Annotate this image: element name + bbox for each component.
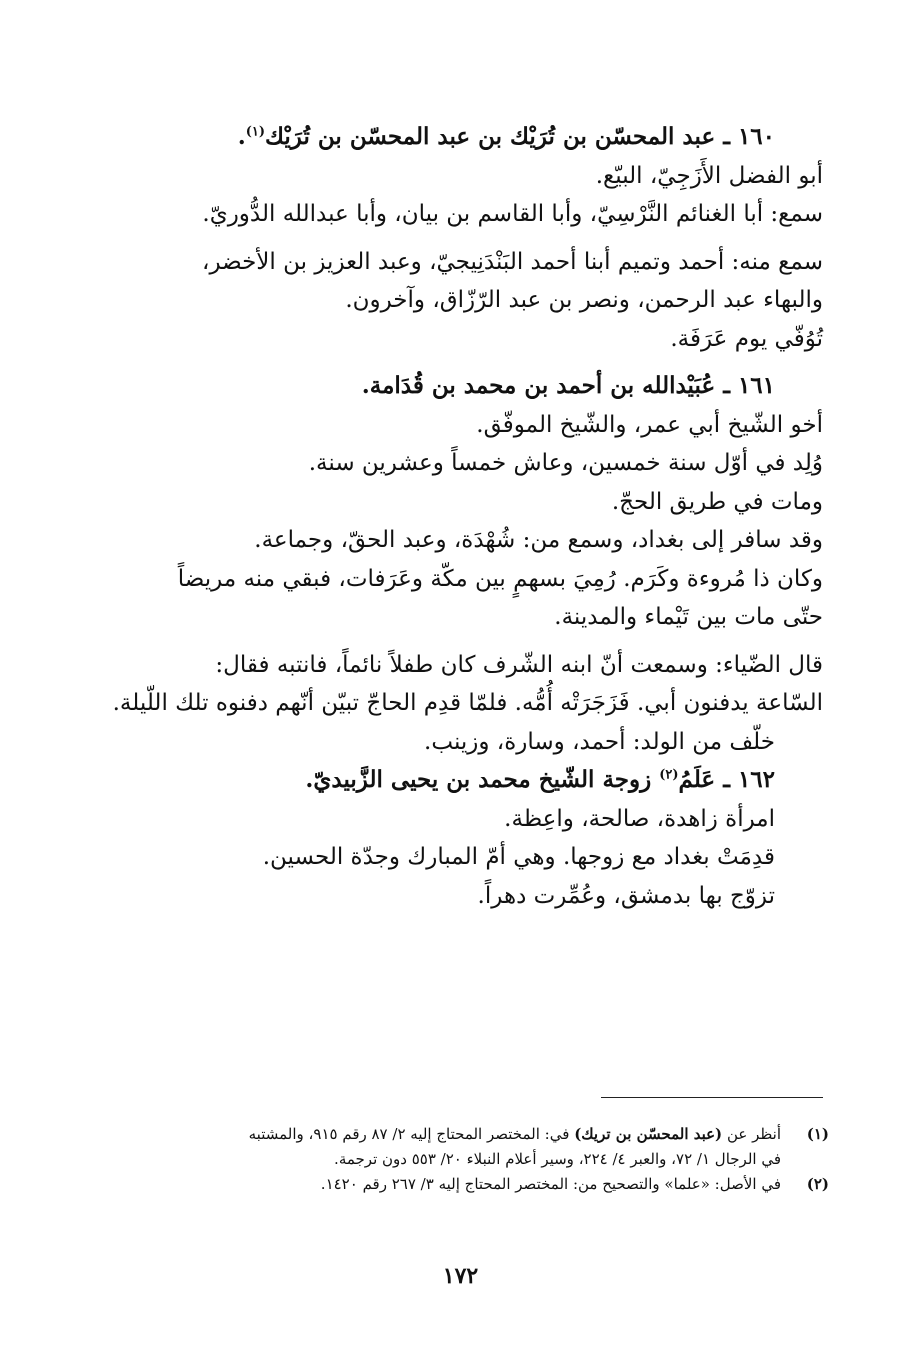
entry-160-tail: تُوُفّي يوم عَرَفَة. [670, 325, 823, 352]
entry-161-tail: خلّف من الولد: أحمد، وسارة، وزينب. [424, 728, 775, 755]
footnote-2 [91, 1172, 829, 1197]
footnote-number: (١) [806, 1125, 829, 1143]
footnote-text: أنظر عن [726, 1125, 781, 1143]
page-number: ١٧٢ [442, 1263, 479, 1289]
footnote-divider [601, 1097, 823, 1098]
entry-name: عبد المحسّن بن تُرَيْك بن عبد المحسّن بن تُرَيْك [265, 123, 716, 150]
entry-161-paragraph-line: وكان ذا مُروءة وكَرَم. رُمِيَ بسهمٍ بين مكّة وعَرَفات، فبقي منه مريضاً [177, 565, 823, 592]
entry-162-heading: ١٦٢ ـ عَلَمُ$^{(٢)}$ زوجة الشّيخ محمد بن يحيى الزَّبيديّ. [305, 766, 775, 793]
entry-number: ١٦١ ـ [723, 372, 775, 399]
entry-number: ١٦٠ ـ [723, 123, 775, 150]
main-text [93, 118, 823, 915]
entry-160-paragraph-line: والبهاء عبد الرحمن، ونصر بن عبد الرّزّاق، وآخرون. [345, 287, 823, 313]
footnote-ref-1: (١) [245, 124, 266, 140]
entry-number: ١٦٢ ـ [723, 766, 775, 793]
entry-160-paragraph-line: سمع منه: أحمد وتميم أبنا أحمد البَنْدَنِيجيّ، وعبد العزيز بن الأخضر، [202, 248, 823, 275]
footnote-text: في: المختصر المحتاج إليه ٢/ ٨٧ رقم ٩١٥، والمشتبه [248, 1125, 570, 1143]
entry-name-rest: زوجة الشّيخ محمد بن يحيى الزَّبيديّ [313, 766, 652, 793]
entry-161-quote-line: السّاعة يدفنون أبي. فَزَجَرَتْه أُمُّه. فلمّا قدِم الحاجّ تبيّن أنّهم دفنوه تلك اللّيلة. [112, 690, 823, 716]
entry-161-quote-line: قال الضّياء: وسمعت أنّ ابنه الشّرف كان طفلاً نائماً، فانتبه فقال: [215, 651, 823, 678]
entry-160-line: سمع: أبا الغنائم النَّرْسِيّ، وأبا القاسم بن بيان، وأبا عبدالله الدُّوريّ. [202, 201, 823, 227]
footnote-text: في الأصل: «علما» والتصحيح من: المختصر المحتاج إليه ٣/ ٢٦٧ رقم ١٤٢٠. [320, 1175, 781, 1193]
entry-161-line: أخو الشّيخ أبي عمر، والشّيخ الموفّق. [476, 411, 823, 438]
entry-name: عَلَمُ [678, 766, 716, 793]
footnote-1 [91, 1122, 829, 1172]
entry-162-line: تزوّج بها بدمشق، وعُمِّرت دهراً. [477, 882, 775, 909]
footnote-number: (٢) [806, 1175, 829, 1193]
entry-161-line: ومات في طريق الحجّ. [611, 488, 823, 515]
entry-160-heading: ١٦٠ ـ عبد المحسّن بن تُرَيْك بن عبد المحسّن بن تُرَيْك$^{(١)}$. [237, 123, 775, 150]
footnote-ref-2: (٢) [659, 767, 679, 783]
entry-161-line: وُلِد في أوّل سنة خمسين، وعاش خمساً وعشرين سنة. [308, 450, 823, 476]
entry-161-line: وقد سافر إلى بغداد، وسمع من: شُهْدَة، وعبد الحقّ، وجماعة. [254, 527, 823, 553]
footnotes [91, 1122, 829, 1197]
footnote-bold-name: (عبد المحسّن بن تريك) [574, 1125, 723, 1143]
entry-160-line: أبو الفضل الأَزَجِيّ، البيّع. [595, 162, 823, 189]
footnote-text: في الرجال ١/ ٧٢، والعبر ٤/ ٢٢٤، وسير أعلام النبلاء ٢٠/ ٥٥٣ دون ترجمة. [334, 1150, 781, 1168]
entry-161-paragraph-line: حتّى مات بين تَيْماء والمدينة. [554, 604, 823, 630]
entry-162-line: امرأة زاهدة، صالحة، واعِظة. [504, 805, 775, 832]
entry-name: عُبَيْدالله بن أحمد بن محمد بن قُدَامة [369, 372, 716, 399]
entry-162-line: قدِمَتْ بغداد مع زوجها. وهي أمّ المبارك وجدّة الحسين. [262, 844, 775, 870]
entry-161-heading: ١٦١ ـ عُبَيْدالله بن أحمد بن محمد بن قُدَامة. [361, 372, 775, 399]
